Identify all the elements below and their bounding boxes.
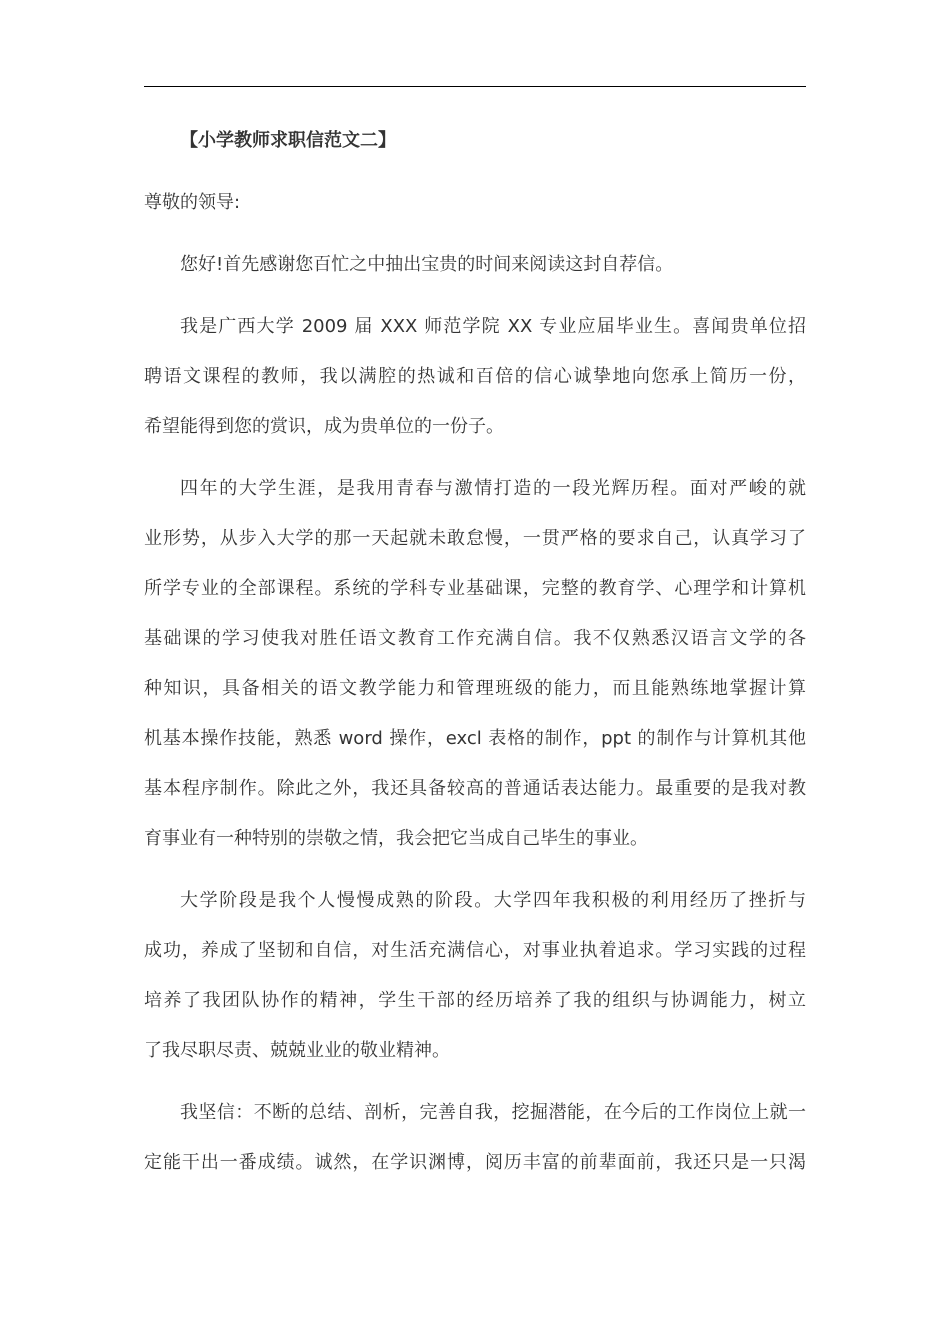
paragraph-line: 基础课的学习使我对胜任语文教育工作充满自信。我不仅熟悉汉语言文学的各 bbox=[144, 628, 806, 649]
paragraph-line: 希望能得到您的赏识，成为贵单位的一份子。 bbox=[144, 416, 504, 437]
document-title: 【小学教师求职信范文二】 bbox=[180, 130, 396, 151]
paragraph-line: 基本程序制作。除此之外，我还具备较高的普通话表达能力。最重要的是我对教 bbox=[144, 778, 806, 799]
paragraph-line: 四年的大学生涯，是我用青春与激情打造的一段光辉历程。面对严峻的就 bbox=[180, 478, 806, 499]
paragraph-line: 种知识，具备相关的语文教学能力和管理班级的能力，而且能熟练地掌握计算 bbox=[144, 678, 806, 699]
header-rule bbox=[144, 86, 806, 87]
paragraph-line: 所学专业的全部课程。系统的学科专业基础课，完整的教育学、心理学和计算机 bbox=[144, 578, 806, 599]
paragraph-1 bbox=[144, 240, 806, 290]
paragraph-line: 我坚信：不断的总结、剖析，完善自我，挖掘潜能，在今后的工作岗位上就一 bbox=[180, 1102, 806, 1123]
document-body bbox=[144, 116, 806, 1200]
paragraph-5 bbox=[144, 1088, 806, 1188]
paragraph-line: 业形势，从步入大学的那一天起就未敢怠慢，一贯严格的要求自己，认真学习了 bbox=[144, 528, 806, 549]
paragraph-line: 聘语文课程的教师，我以满腔的热诚和百倍的信心诚挚地向您承上简历一份， bbox=[144, 366, 806, 387]
paragraph-line: 我是广西大学 2009 届 XXX 师范学院 XX 专业应届毕业生。喜闻贵单位招 bbox=[180, 316, 806, 337]
paragraph-line: 定能干出一番成绩。诚然，在学识渊博，阅历丰富的前辈面前，我还只是一只渴 bbox=[144, 1152, 806, 1173]
paragraph-line: 成功，养成了坚韧和自信，对生活充满信心，对事业执着追求。学习实践的过程 bbox=[144, 940, 806, 961]
paragraph-line: 机基本操作技能，熟悉 word 操作，excl 表格的制作，ppt 的制作与计算机其他 bbox=[144, 728, 806, 749]
paragraph-line: 了我尽职尽责、兢兢业业的敬业精神。 bbox=[144, 1040, 450, 1061]
paragraph-3 bbox=[144, 464, 806, 864]
paragraph-line: 培养了我团队协作的精神，学生干部的经历培养了我的组织与协调能力，树立 bbox=[144, 990, 806, 1011]
paragraph-4 bbox=[144, 876, 806, 1076]
paragraph-2 bbox=[144, 302, 806, 452]
paragraph-line: 育事业有一种特别的崇敬之情，我会把它当成自己毕生的事业。 bbox=[144, 828, 648, 849]
paragraph-line: 您好!首先感谢您百忙之中抽出宝贵的时间来阅读这封自荐信。 bbox=[180, 254, 674, 275]
document-page bbox=[144, 0, 806, 1344]
paragraph-line: 大学阶段是我个人慢慢成熟的阶段。大学四年我积极的利用经历了挫折与 bbox=[180, 890, 806, 911]
salutation: 尊敬的领导: bbox=[144, 192, 241, 213]
